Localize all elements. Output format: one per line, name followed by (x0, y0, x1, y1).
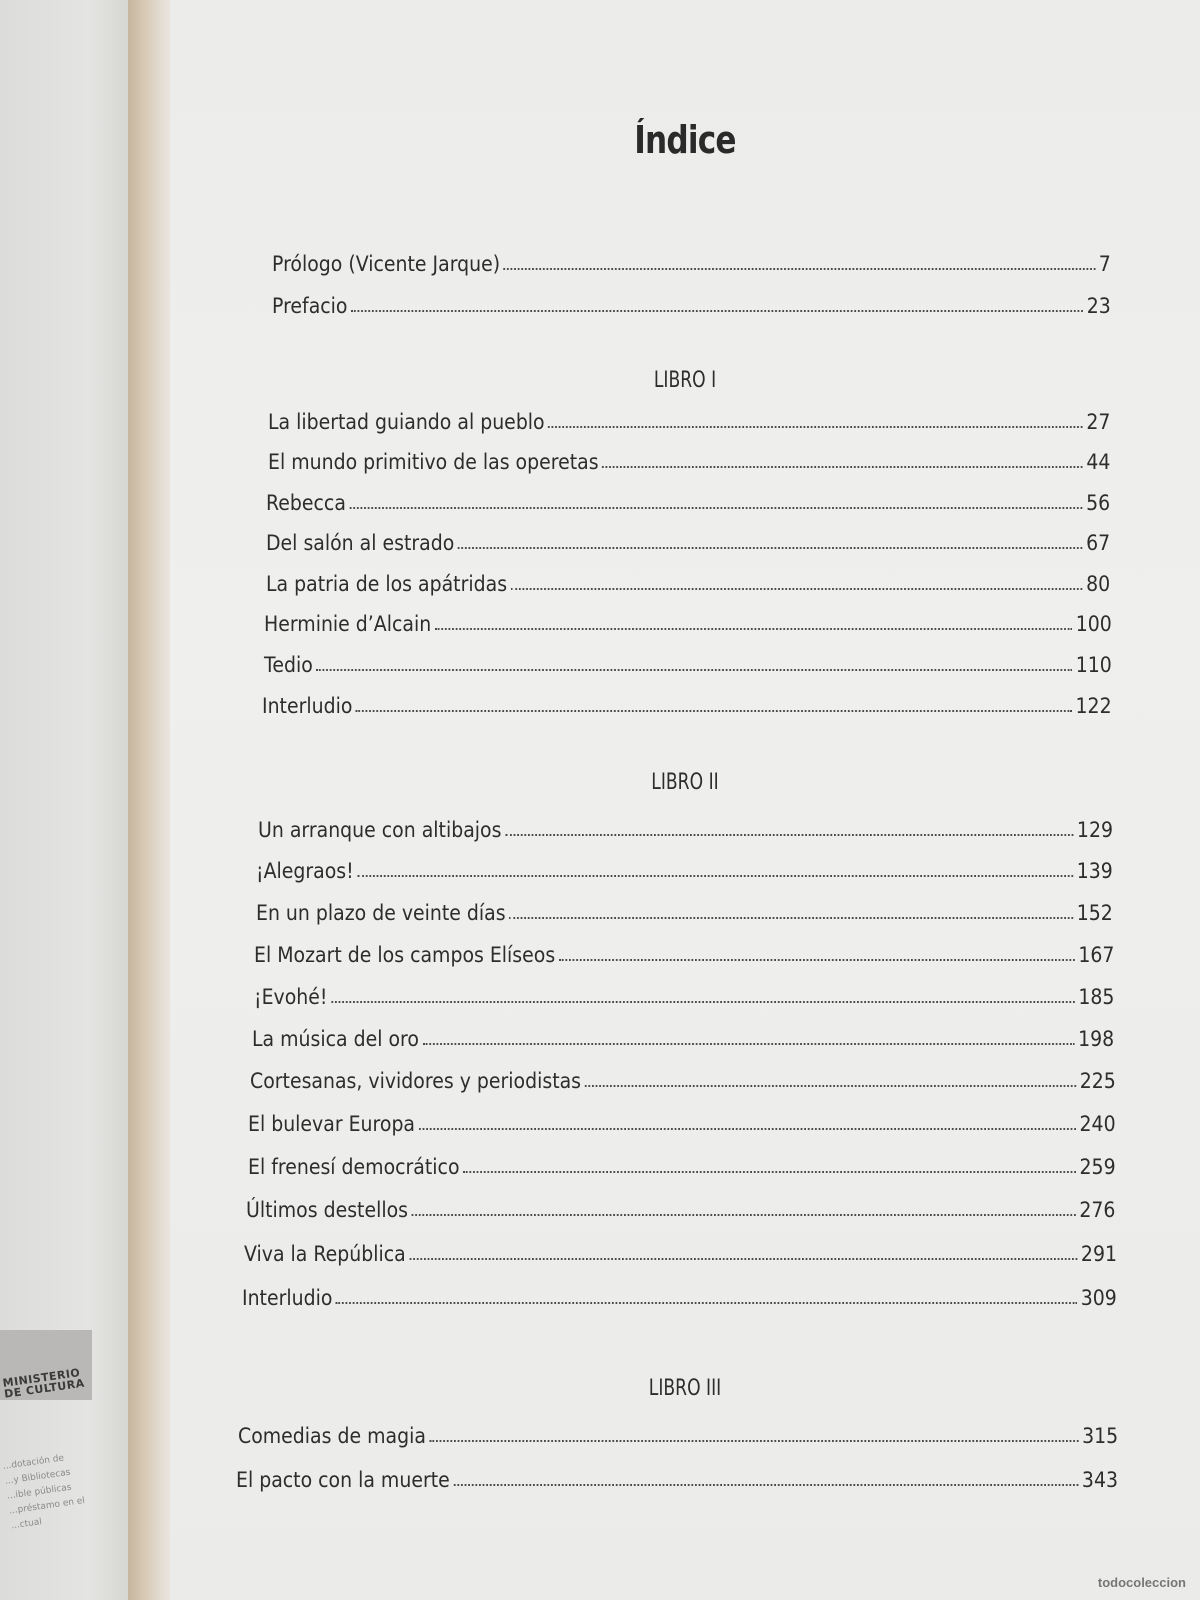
toc-entry (252, 1021, 1114, 1051)
dot-leader (453, 1484, 1078, 1486)
toc-entry-prologo (272, 246, 1111, 276)
toc-entry (244, 1236, 1117, 1266)
toc-entry-page: 276 (1079, 1198, 1116, 1222)
dot-leader (412, 1214, 1076, 1216)
dot-leader (511, 588, 1083, 590)
dot-leader (509, 917, 1073, 919)
index-page (170, 0, 1200, 1600)
book-heading-libro-1: LIBRO I (653, 368, 717, 393)
dot-leader (505, 834, 1073, 836)
toc-entry-page: 167 (1078, 943, 1115, 967)
toc-entry (246, 1192, 1115, 1222)
toc-entry-page: 67 (1086, 531, 1111, 555)
toc-entry-page: 27 (1086, 410, 1111, 434)
previous-page-fine-print: ...dotación de ...y Bibliotecas ...ible públicas ...préstamo en el ...ctual (2, 1453, 86, 1532)
toc-entry-label: La libertad guiando al pueblo (268, 410, 545, 434)
toc-entry-page: 240 (1079, 1112, 1116, 1136)
site-watermark: todocoleccion (1097, 1575, 1186, 1590)
toc-entry (266, 525, 1110, 555)
toc-entry-page: 259 (1079, 1155, 1116, 1179)
toc-entry-page: 315 (1082, 1424, 1119, 1448)
dot-leader (463, 1171, 1076, 1173)
dot-leader (602, 466, 1083, 468)
toc-entry-label: El mundo primitivo de las operetas (268, 450, 599, 474)
toc-entry-label: Tedio (264, 653, 313, 677)
toc-entry-label: Prefacio (272, 294, 348, 318)
toc-entry-page: 343 (1081, 1468, 1118, 1492)
dot-leader (350, 507, 1083, 509)
toc-entry-label: El bulevar Europa (248, 1112, 416, 1136)
toc-entry-label: ¡Alegraos! (256, 859, 354, 883)
toc-entry-page: 139 (1076, 859, 1113, 883)
toc-entry-label: El Mozart de los campos Elíseos (254, 943, 556, 967)
dot-leader (419, 1128, 1076, 1130)
dot-leader (336, 1302, 1077, 1304)
toc-entry-label: Interludio (262, 694, 353, 718)
dot-leader (331, 1001, 1075, 1003)
toc-entry-page: 198 (1078, 1027, 1115, 1051)
toc-entry-label: Herminie d’Alcain (264, 612, 432, 636)
toc-entry-page: 185 (1078, 985, 1115, 1009)
toc-entry (268, 444, 1110, 474)
toc-entry (266, 485, 1110, 515)
page-title: Índice (634, 118, 736, 162)
toc-entry-page: 309 (1080, 1286, 1117, 1310)
toc-entry-page: 100 (1075, 612, 1112, 636)
toc-entry-page: 23 (1086, 294, 1111, 318)
dot-leader (435, 628, 1072, 630)
toc-entry-page: 110 (1075, 653, 1112, 677)
dot-leader (351, 310, 1083, 312)
toc-entry (254, 979, 1114, 1009)
toc-entry-page: 7 (1098, 252, 1111, 276)
toc-entry (258, 812, 1113, 842)
toc-entry (248, 1149, 1116, 1179)
toc-entry (256, 895, 1113, 925)
toc-entry-prefacio (272, 288, 1111, 318)
ministry-logo-text: MINISTERIO DE CULTURA (1, 1366, 86, 1401)
toc-entry-label: ¡Evohé! (254, 985, 328, 1009)
toc-entry (266, 566, 1110, 596)
toc-entry (268, 404, 1110, 434)
toc-entry (264, 647, 1112, 677)
toc-entry-label: Un arranque con altibajos (258, 818, 502, 842)
toc-entry-label: Rebecca (266, 491, 346, 515)
toc-entry-page: 225 (1079, 1069, 1116, 1093)
dot-leader (504, 268, 1095, 270)
toc-entry-label: Cortesanas, vividores y periodistas (250, 1069, 582, 1093)
toc-entry-label: El pacto con la muerte (236, 1468, 450, 1492)
toc-entry (248, 1106, 1116, 1136)
toc-entry-label: La música del oro (252, 1027, 419, 1051)
previous-page (0, 0, 128, 1600)
dot-leader (585, 1085, 1076, 1087)
toc-entry-page: 152 (1076, 901, 1113, 925)
dot-leader (458, 547, 1083, 549)
toc-entry (236, 1462, 1118, 1492)
book-heading-libro-2: LIBRO II (651, 770, 719, 795)
dot-leader (316, 669, 1072, 671)
toc-entry (254, 937, 1114, 967)
book-heading-libro-3: LIBRO III (648, 1376, 722, 1401)
dot-leader (409, 1258, 1077, 1260)
toc-entry-label: Últimos destellos (246, 1198, 408, 1222)
toc-entry-label: Interludio (242, 1286, 333, 1310)
toc-entry-label: El frenesí democrático (248, 1155, 460, 1179)
toc-entry (256, 853, 1113, 883)
toc-entry-page: 122 (1075, 694, 1112, 718)
dot-leader (356, 710, 1072, 712)
toc-entry-page: 56 (1086, 491, 1111, 515)
toc-entry-label: Del salón al estrado (266, 531, 455, 555)
toc-entry-page: 80 (1086, 572, 1111, 596)
toc-entry (264, 606, 1112, 636)
toc-entry-label: La patria de los apátridas (266, 572, 508, 596)
dot-leader (357, 875, 1073, 877)
dot-leader (559, 959, 1075, 961)
dot-leader (423, 1043, 1075, 1045)
toc-entry-label: En un plazo de veinte días (256, 901, 506, 925)
toc-entry-page: 129 (1076, 818, 1113, 842)
toc-entry-page: 291 (1080, 1242, 1117, 1266)
toc-entry-page: 44 (1086, 450, 1111, 474)
dot-leader (430, 1440, 1079, 1442)
toc-entry (242, 1280, 1117, 1310)
toc-entry (250, 1063, 1116, 1093)
dot-leader (548, 426, 1083, 428)
toc-entry-label: Comedias de magia (238, 1424, 426, 1448)
toc-entry (262, 688, 1112, 718)
toc-entry-label: Prólogo (Vicente Jarque) (272, 252, 501, 276)
toc-entry-label: Viva la República (244, 1242, 406, 1266)
toc-entry (238, 1418, 1118, 1448)
